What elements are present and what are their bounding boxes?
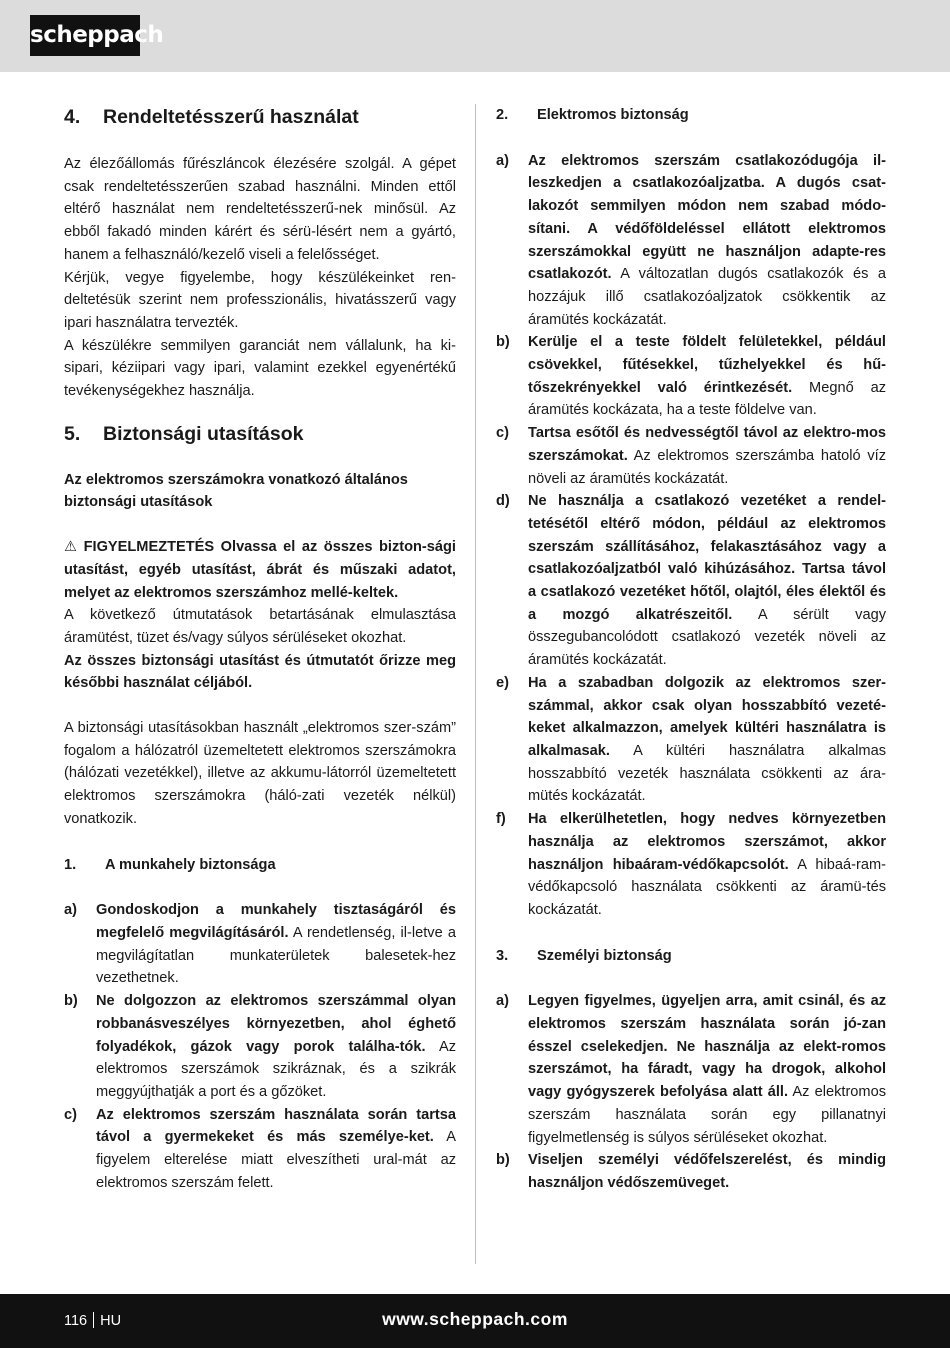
list-marker: e) bbox=[496, 674, 509, 691]
list-item-bold: Viseljen személyi védőfelszerelést, és mindig használjon védőszemüveget. bbox=[528, 1152, 886, 1191]
list-item bbox=[496, 672, 886, 808]
list-item-text: A sérült vagy összegubancolódott csatlakozó vezeték növeli az áramütés kockázatát. bbox=[528, 606, 886, 669]
list-item bbox=[496, 1149, 886, 1194]
keep-instructions-paragraph: Az összes biztonsági utasítást és útmutatót őrizze meg későbbi használat céljából. bbox=[64, 652, 456, 692]
section-number: 5. bbox=[64, 422, 81, 445]
paragraph: A biztonsági utasításokban használt „elektromos szer-szám” fogalom a hálózatról üzemeltetett elektromos szerszámokra (hálózati vezetékkel), illetve az akkumu-látorról üzemeltetett elektromos szerszámokra (háló-zati vezeték nélkül) vonatkozik. bbox=[64, 720, 456, 827]
list-item-text: Az elektromos szerszámok szikráznak, és a szikrák meggyújthatják a port és a gőzöket. bbox=[96, 1038, 456, 1100]
list-marker: c) bbox=[496, 425, 509, 442]
paragraph: Kérjük, vegye figyelembe, hogy készülékeinket ren-deltetésük szerint nem professzionális, hivatásszerű vagy ipari használatra tervezték. bbox=[64, 269, 456, 331]
list-item-bold: Ha a szabadban dolgozik az elektromos szer-számmal, akkor csak olyan hosszabbító vezeté-keket alkalmazzon, amelyek kültéri használatra is alkalmasak. bbox=[528, 674, 886, 759]
list-item-bold: Ha elkerülhetetlen, hogy nedves környezetben használja az elektromos szerszámot, akkor használjon hibaáram-védőkapcsolót. bbox=[528, 811, 886, 873]
list-marker: c) bbox=[64, 1106, 77, 1123]
list-item-bold: Tartsa esőtől és nedvességtől távol az elektro-mos szerszámokat. bbox=[528, 425, 886, 464]
paragraph: A készülékre semmilyen garanciát nem vállalunk, ha ki-sipari, kéziipari vagy ipari, valamint ezekkel egyenértékű tevékenységekhez használja. bbox=[64, 337, 456, 400]
section-4-heading bbox=[64, 104, 456, 130]
subheading: Az elektromos szerszámokra vonatkozó általános biztonsági utasítások bbox=[64, 471, 408, 511]
right-column bbox=[496, 104, 886, 1195]
list-item bbox=[496, 990, 886, 1149]
list-marker: b) bbox=[496, 1152, 510, 1169]
list-marker: d) bbox=[496, 493, 510, 510]
website-url: www.scheppach.com bbox=[382, 1309, 568, 1329]
brand-logo: scheppach bbox=[30, 15, 140, 56]
subsection-title: Személyi biztonság bbox=[537, 947, 672, 964]
list-item-bold: Ne használja a csatlakozó vezetéket a rendel-tetésétől eltérő módon, például az elektromos szerszám szállításához, felakasztásához vagy a csatlakozóaljzatból való kihúzásához. Tartsa távol a csatlakozó vezetéket hőtől, olajtól, éles élektől és a mozgó alkatrészeitől. bbox=[528, 493, 886, 623]
section-5-heading bbox=[64, 421, 456, 447]
warning-triangle-icon: ⚠ bbox=[64, 539, 78, 556]
section-number: 4. bbox=[64, 106, 81, 128]
subsection-title: Elektromos biztonság bbox=[537, 107, 689, 123]
list-item bbox=[64, 899, 456, 990]
list-item bbox=[496, 331, 886, 422]
warning-paragraph bbox=[64, 536, 456, 604]
subsection-number: 2. bbox=[496, 107, 509, 123]
section-title: Rendeltetésszerű használat bbox=[103, 106, 359, 128]
subsection-3-heading bbox=[496, 945, 886, 968]
list-marker: f) bbox=[496, 811, 506, 828]
page-header bbox=[0, 0, 950, 72]
list-item-bold: Az elektromos szerszám csatlakozódugója il-leszkedjen a csatlakozóaljzatba. A dugós csat-lakozót semmilyen módon nem szabad módo-sítani. A védőföldeléssel ellátott elektromos szerszámokkal együtt ne használjon adapte-res csatlakozót. bbox=[528, 152, 886, 283]
list-item bbox=[496, 808, 886, 922]
paragraph: A következő útmutatások betartásának elmulasztása áramütést, tüzet és/vagy súlyos sérüléseket okozhat. bbox=[64, 607, 456, 646]
column-divider bbox=[475, 104, 476, 1264]
list-item-text: A változatlan dugós csatlakozók és a hozzájuk illő csatlakozóaljzatok csökkentik az áramütés kockázatát. bbox=[528, 266, 886, 328]
page-footer bbox=[0, 1294, 950, 1348]
list-marker: a) bbox=[496, 152, 509, 169]
list-marker: b) bbox=[64, 993, 78, 1010]
list-item-text: Az elektromos szerszámba hatoló víz növeli az áramütés kockázatát. bbox=[528, 447, 886, 487]
list-item bbox=[496, 422, 886, 490]
list-item-text: Az elektromos szerszám használata során egy pillanatnyi figyelmetlenség is súlyos sérüléseket okozhat. bbox=[528, 1084, 886, 1146]
list-marker: a) bbox=[64, 902, 77, 919]
list-item-text: Megnő az áramütés kockázata, ha a teste földelve van. bbox=[528, 379, 886, 419]
left-column bbox=[64, 104, 456, 1194]
subsection-title: A munkahely biztonsága bbox=[105, 856, 276, 873]
subsection-number: 1. bbox=[64, 856, 77, 873]
list-item-text: A rendetlenség, il-letve a megvilágítatlan munkaterületek balesetek-hez vezethetnek. bbox=[96, 924, 456, 987]
subsection-2-heading bbox=[496, 104, 886, 127]
language-code: HU bbox=[100, 1313, 122, 1329]
subsection-1-heading bbox=[64, 854, 456, 877]
subsection-number: 3. bbox=[496, 947, 509, 964]
list-item bbox=[64, 1104, 456, 1195]
warning-text: FIGYELMEZTETÉS Olvassa el az összes bizton-sági utasítást, egyéb utasítást, ábrát és műszaki adatot, melyet az elektromos szerszámhoz mellé-keltek. bbox=[64, 539, 456, 601]
page-number-value: 116 bbox=[64, 1313, 88, 1329]
list-item bbox=[496, 490, 886, 672]
list-item-text: A hibaá-ram-védőkapcsoló használata csökkenti az áramü-tés kockázatát. bbox=[528, 856, 886, 918]
list-item-bold: Gondoskodjon a munkahely tisztaságáról és megfelelő megvilágításáról. bbox=[96, 902, 456, 941]
list-item-text: A kültéri használatra alkalmas hosszabbító vezeték használata csökkenti az ára-mütés kockázatát. bbox=[528, 742, 886, 805]
list-item-bold: Legyen figyelmes, ügyeljen arra, amit csinál, és az elektromos szerszám használata során jó-zan ésszel cselekedjen. Ne használja az elekt-romos szerszámot, ha fáradt, vagy ha drogok, alkohol vagy gyógyszerek befolyása alatt áll. bbox=[528, 993, 886, 1101]
paragraph: Az élezőállomás fűrészláncok élezésére szolgál. A gépet csak rendeltetésszerűen szabad használni. Minden ettől eltérő használat nem rendeltetésszerű-nek minősül. Az ebből fakadó minden kárért és sérü-lésért nem a gyártó, hanem a felhasználó/kezelő viseli a felelősséget. bbox=[64, 156, 456, 263]
list-item-text: A figyelem elterelése miatt elveszítheti ural-mát az elektromos szerszám felett. bbox=[96, 1129, 457, 1191]
list-marker: a) bbox=[496, 993, 509, 1010]
list-item bbox=[496, 150, 886, 332]
list-item-bold: Az elektromos szerszám használata során tartsa távol a gyermekeket és más személye-ket. bbox=[96, 1106, 456, 1146]
section-title: Biztonsági utasítások bbox=[103, 422, 304, 445]
list-item bbox=[64, 990, 456, 1104]
list-item-bold: Kerülje el a teste földelt felületekkel, például csövekkel, fűtésekkel, tűzhelyekkel és hű-tőszekrényekkel való érintkezését. bbox=[528, 334, 886, 396]
list-marker: b) bbox=[496, 334, 510, 351]
list-item-bold: Ne dolgozzon az elektromos szerszámmal olyan robbanásveszélyes környezetben, ahol éghető folyadékok, gázok vagy porok találha-tók. bbox=[96, 993, 456, 1055]
